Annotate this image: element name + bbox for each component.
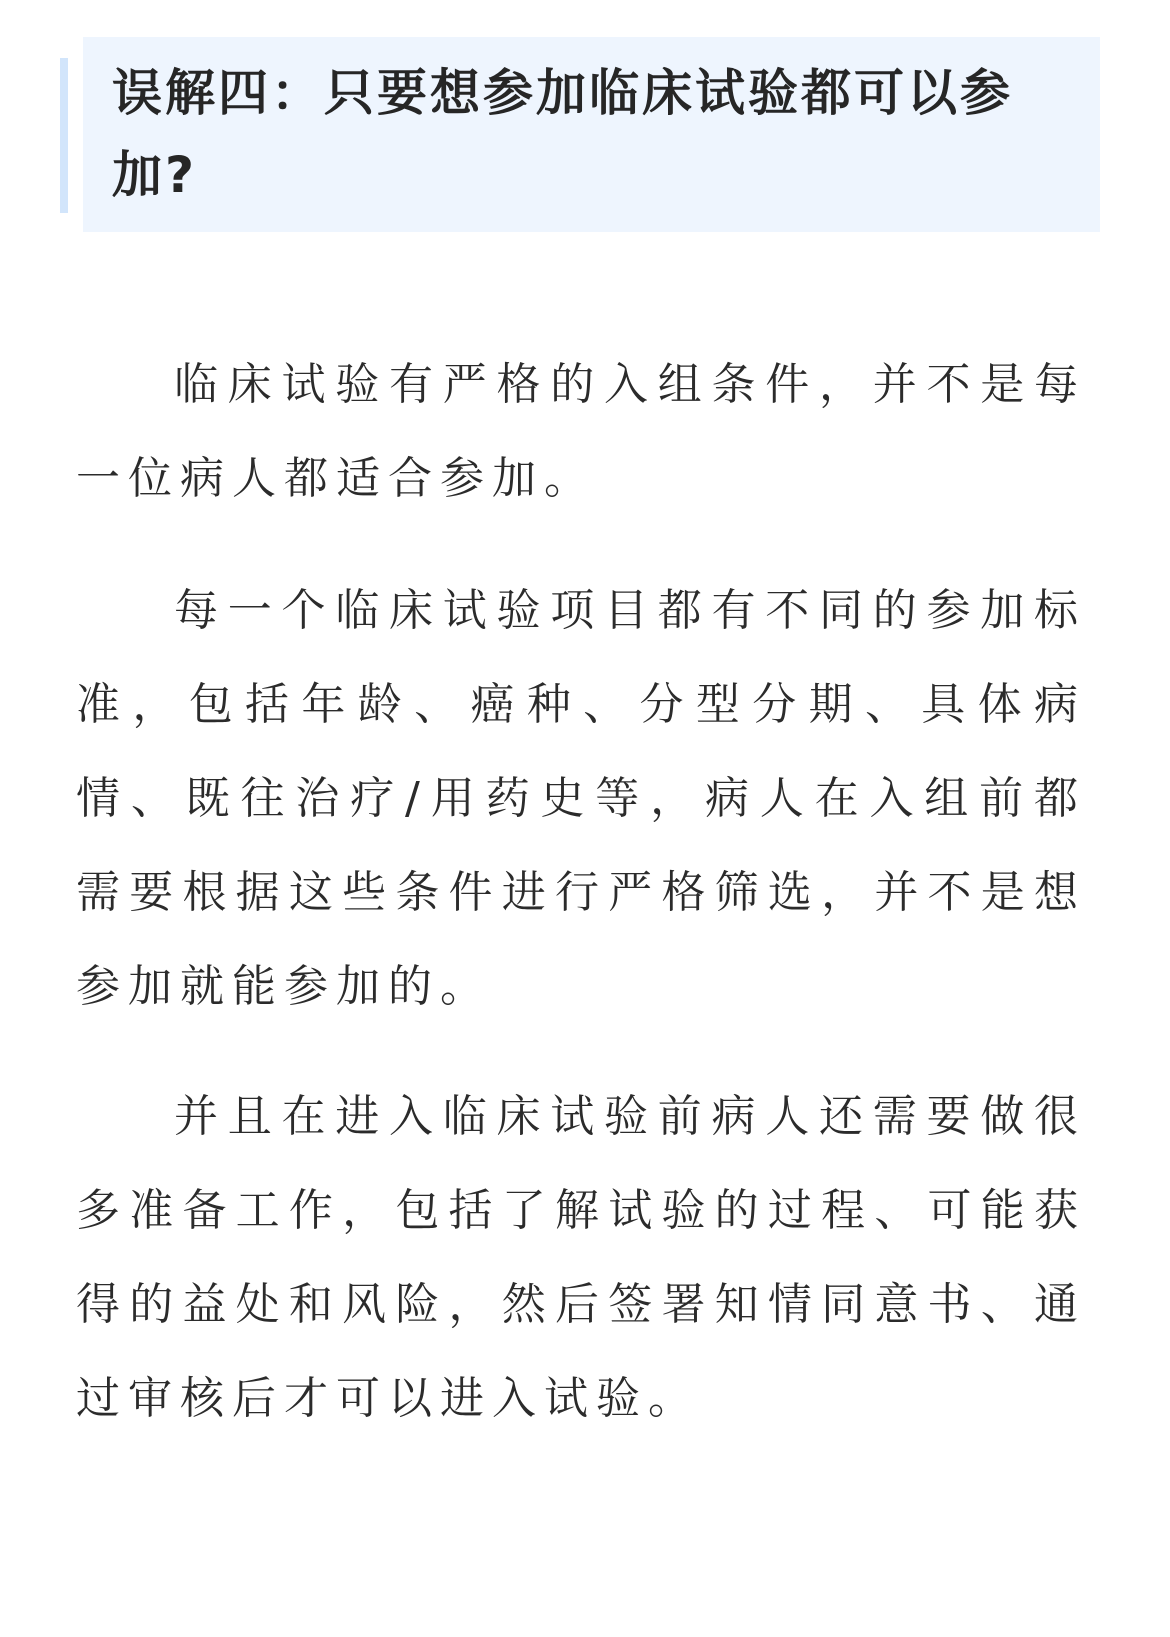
paragraph-2: 每一个临床试验项目都有不同的参加标准，包括年龄、癌种、分型分期、具体病情、既往治疗/用药史等，病人在入组前都需要根据这些条件进行严格筛选，并不是想参加就能参加的。: [76, 585, 1086, 1012]
section-heading: 误解四：只要想参加临床试验都可以参加?: [112, 64, 1013, 204]
paragraph-1: 临床试验有严格的入组条件，并不是每一位病人都适合参加。: [76, 359, 1086, 504]
heading-accent-bar: [60, 58, 68, 213]
paragraph-3: 并且在进入临床试验前病人还需要做很多准备工作，包括了解试验的过程、可能获得的益处和风险，然后签署知情同意书、通过审核后才可以进入试验。: [76, 1091, 1086, 1424]
